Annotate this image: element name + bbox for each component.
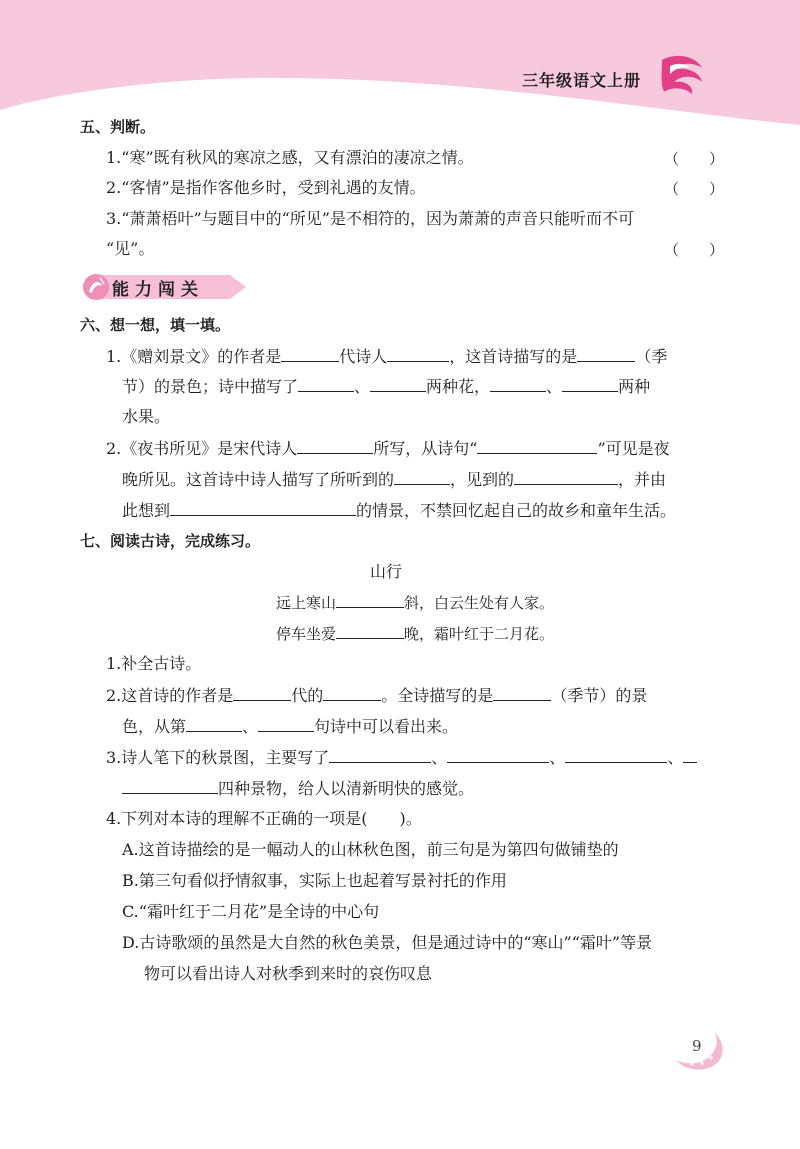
answer-paren-3: （ ） <box>664 241 725 259</box>
blank[interactable] <box>186 714 242 732</box>
judge-item-1: 1.“寒”既有秋风的寒凉之感，又有漂泊的凄凉之情。 <box>106 148 474 167</box>
blank[interactable] <box>562 374 618 392</box>
blank[interactable] <box>336 590 404 608</box>
text: 、 <box>431 748 448 767</box>
poem-title: 山行 <box>370 562 403 581</box>
poem-line-1 <box>276 590 554 615</box>
text: 晚所见。这首诗中诗人描写了所听到的 <box>122 470 395 489</box>
text: 1.《赠刘景文》的作者是 <box>106 347 282 366</box>
publisher-logo-icon <box>656 52 708 98</box>
text: 停车坐爱 <box>276 625 337 643</box>
blank[interactable] <box>336 621 404 639</box>
blank[interactable] <box>281 344 339 362</box>
text: 、 <box>667 748 684 767</box>
book-title: 三年级语文上册 <box>522 71 642 90</box>
blank[interactable] <box>122 776 218 794</box>
text: 代诗人 <box>339 347 388 366</box>
section-6-heading: 六、想一想，填一填。 <box>80 316 231 334</box>
section-7-heading: 七、阅读古诗，完成练习。 <box>80 532 261 550</box>
ability-banner-label: 能力闯关 <box>112 280 204 300</box>
blank[interactable] <box>683 745 697 763</box>
text: ，这首诗描写的是 <box>449 347 578 366</box>
blank[interactable] <box>565 745 667 763</box>
text: 3.诗人笔下的秋景图，主要写了 <box>106 748 330 767</box>
poem-line-2 <box>276 621 554 646</box>
judge-item-3-line2: “见”。 <box>106 239 155 258</box>
text: 句诗中可以看出来。 <box>314 717 459 736</box>
text: 、 <box>354 377 371 396</box>
option-a[interactable]: A.这首诗描绘的是一幅动人的山林秋色图，前三句是为第四句做铺垫的 <box>122 840 619 859</box>
fill-item-2-line1 <box>106 436 670 461</box>
text: 色，从第 <box>122 717 187 736</box>
blank[interactable] <box>370 374 426 392</box>
section-5-heading: 五、判断。 <box>80 118 156 136</box>
fill-item-1-line2 <box>122 374 650 399</box>
blank[interactable] <box>493 683 551 701</box>
answer-paren-2: （ ） <box>664 180 725 198</box>
text: 两种 <box>618 377 651 396</box>
blank[interactable] <box>329 745 431 763</box>
blank[interactable] <box>514 467 618 485</box>
text: 晚，霜叶红于二月花。 <box>404 625 555 643</box>
blank[interactable] <box>258 714 314 732</box>
text: （季 <box>635 347 668 366</box>
poem-q4: 4.下列对本诗的理解不正确的一项是( )。 <box>106 809 422 828</box>
text: 的情景，不禁回忆起自己的故乡和童年生活。 <box>356 501 677 520</box>
text: （季节）的景 <box>551 686 648 705</box>
poem-q3-line2 <box>122 776 474 801</box>
text: 、 <box>546 377 563 396</box>
blank[interactable] <box>297 436 373 454</box>
poem-q1: 1.补全古诗。 <box>106 654 202 673</box>
blank[interactable] <box>490 374 546 392</box>
text: 所写，从诗句“ <box>373 439 478 458</box>
text: 。全诗描写的是 <box>381 686 494 705</box>
blank[interactable] <box>298 374 354 392</box>
text: 、 <box>242 717 259 736</box>
fill-item-1-line1 <box>106 344 667 369</box>
text: 、 <box>549 748 566 767</box>
text: 2.这首诗的作者是 <box>106 686 234 705</box>
text: ”可见是夜 <box>597 439 670 458</box>
option-b[interactable]: B.第三句看似抒情叙事，实际上也起着写景衬托的作用 <box>122 871 507 890</box>
blank[interactable] <box>477 436 597 454</box>
blank[interactable] <box>170 498 356 516</box>
blank[interactable] <box>233 683 291 701</box>
judge-item-3-line1: 3.“萧萧梧叶”与题目中的“所见”是不相符的，因为萧萧的声音只能听而不可 <box>106 209 634 228</box>
blank[interactable] <box>447 745 549 763</box>
blank[interactable] <box>394 467 450 485</box>
fill-item-2-line2 <box>122 467 666 492</box>
text: 节）的景色；诗中描写了 <box>122 377 299 396</box>
poem-q3-line1 <box>106 745 697 770</box>
text: 斜，白云生处有人家。 <box>404 594 555 612</box>
text: 2.《夜书所见》是宋代诗人 <box>106 439 298 458</box>
text: 两种花， <box>426 377 491 396</box>
text: 此想到 <box>122 501 171 520</box>
answer-paren-1: （ ） <box>664 150 725 168</box>
page-number: 9 <box>692 1037 702 1055</box>
fill-item-1-line3: 水果。 <box>122 407 171 426</box>
text: 四种景物，给人以清新明快的感觉。 <box>218 779 475 798</box>
option-c[interactable]: C.“霜叶红于二月花”是全诗的中心句 <box>122 902 380 921</box>
blank[interactable] <box>577 344 635 362</box>
fill-item-2-line3 <box>122 498 676 523</box>
text: ，并由 <box>618 470 667 489</box>
poem-q2-line1 <box>106 683 647 708</box>
blank[interactable] <box>387 344 449 362</box>
judge-item-2: 2.“客情”是指作客他乡时，受到礼遇的友情。 <box>106 178 426 197</box>
option-d-line1[interactable]: D.古诗歌颂的虽然是大自然的秋色美景，但是通过诗中的“寒山”“霜叶”等景 <box>122 933 653 952</box>
text: 代的 <box>291 686 324 705</box>
blank[interactable] <box>323 683 381 701</box>
option-d-line2: 物可以看出诗人对秋季到来时的哀伤叹息 <box>144 964 433 983</box>
poem-q2-line2 <box>122 714 458 739</box>
text: ，见到的 <box>450 470 515 489</box>
text: 远上寒山 <box>276 594 337 612</box>
